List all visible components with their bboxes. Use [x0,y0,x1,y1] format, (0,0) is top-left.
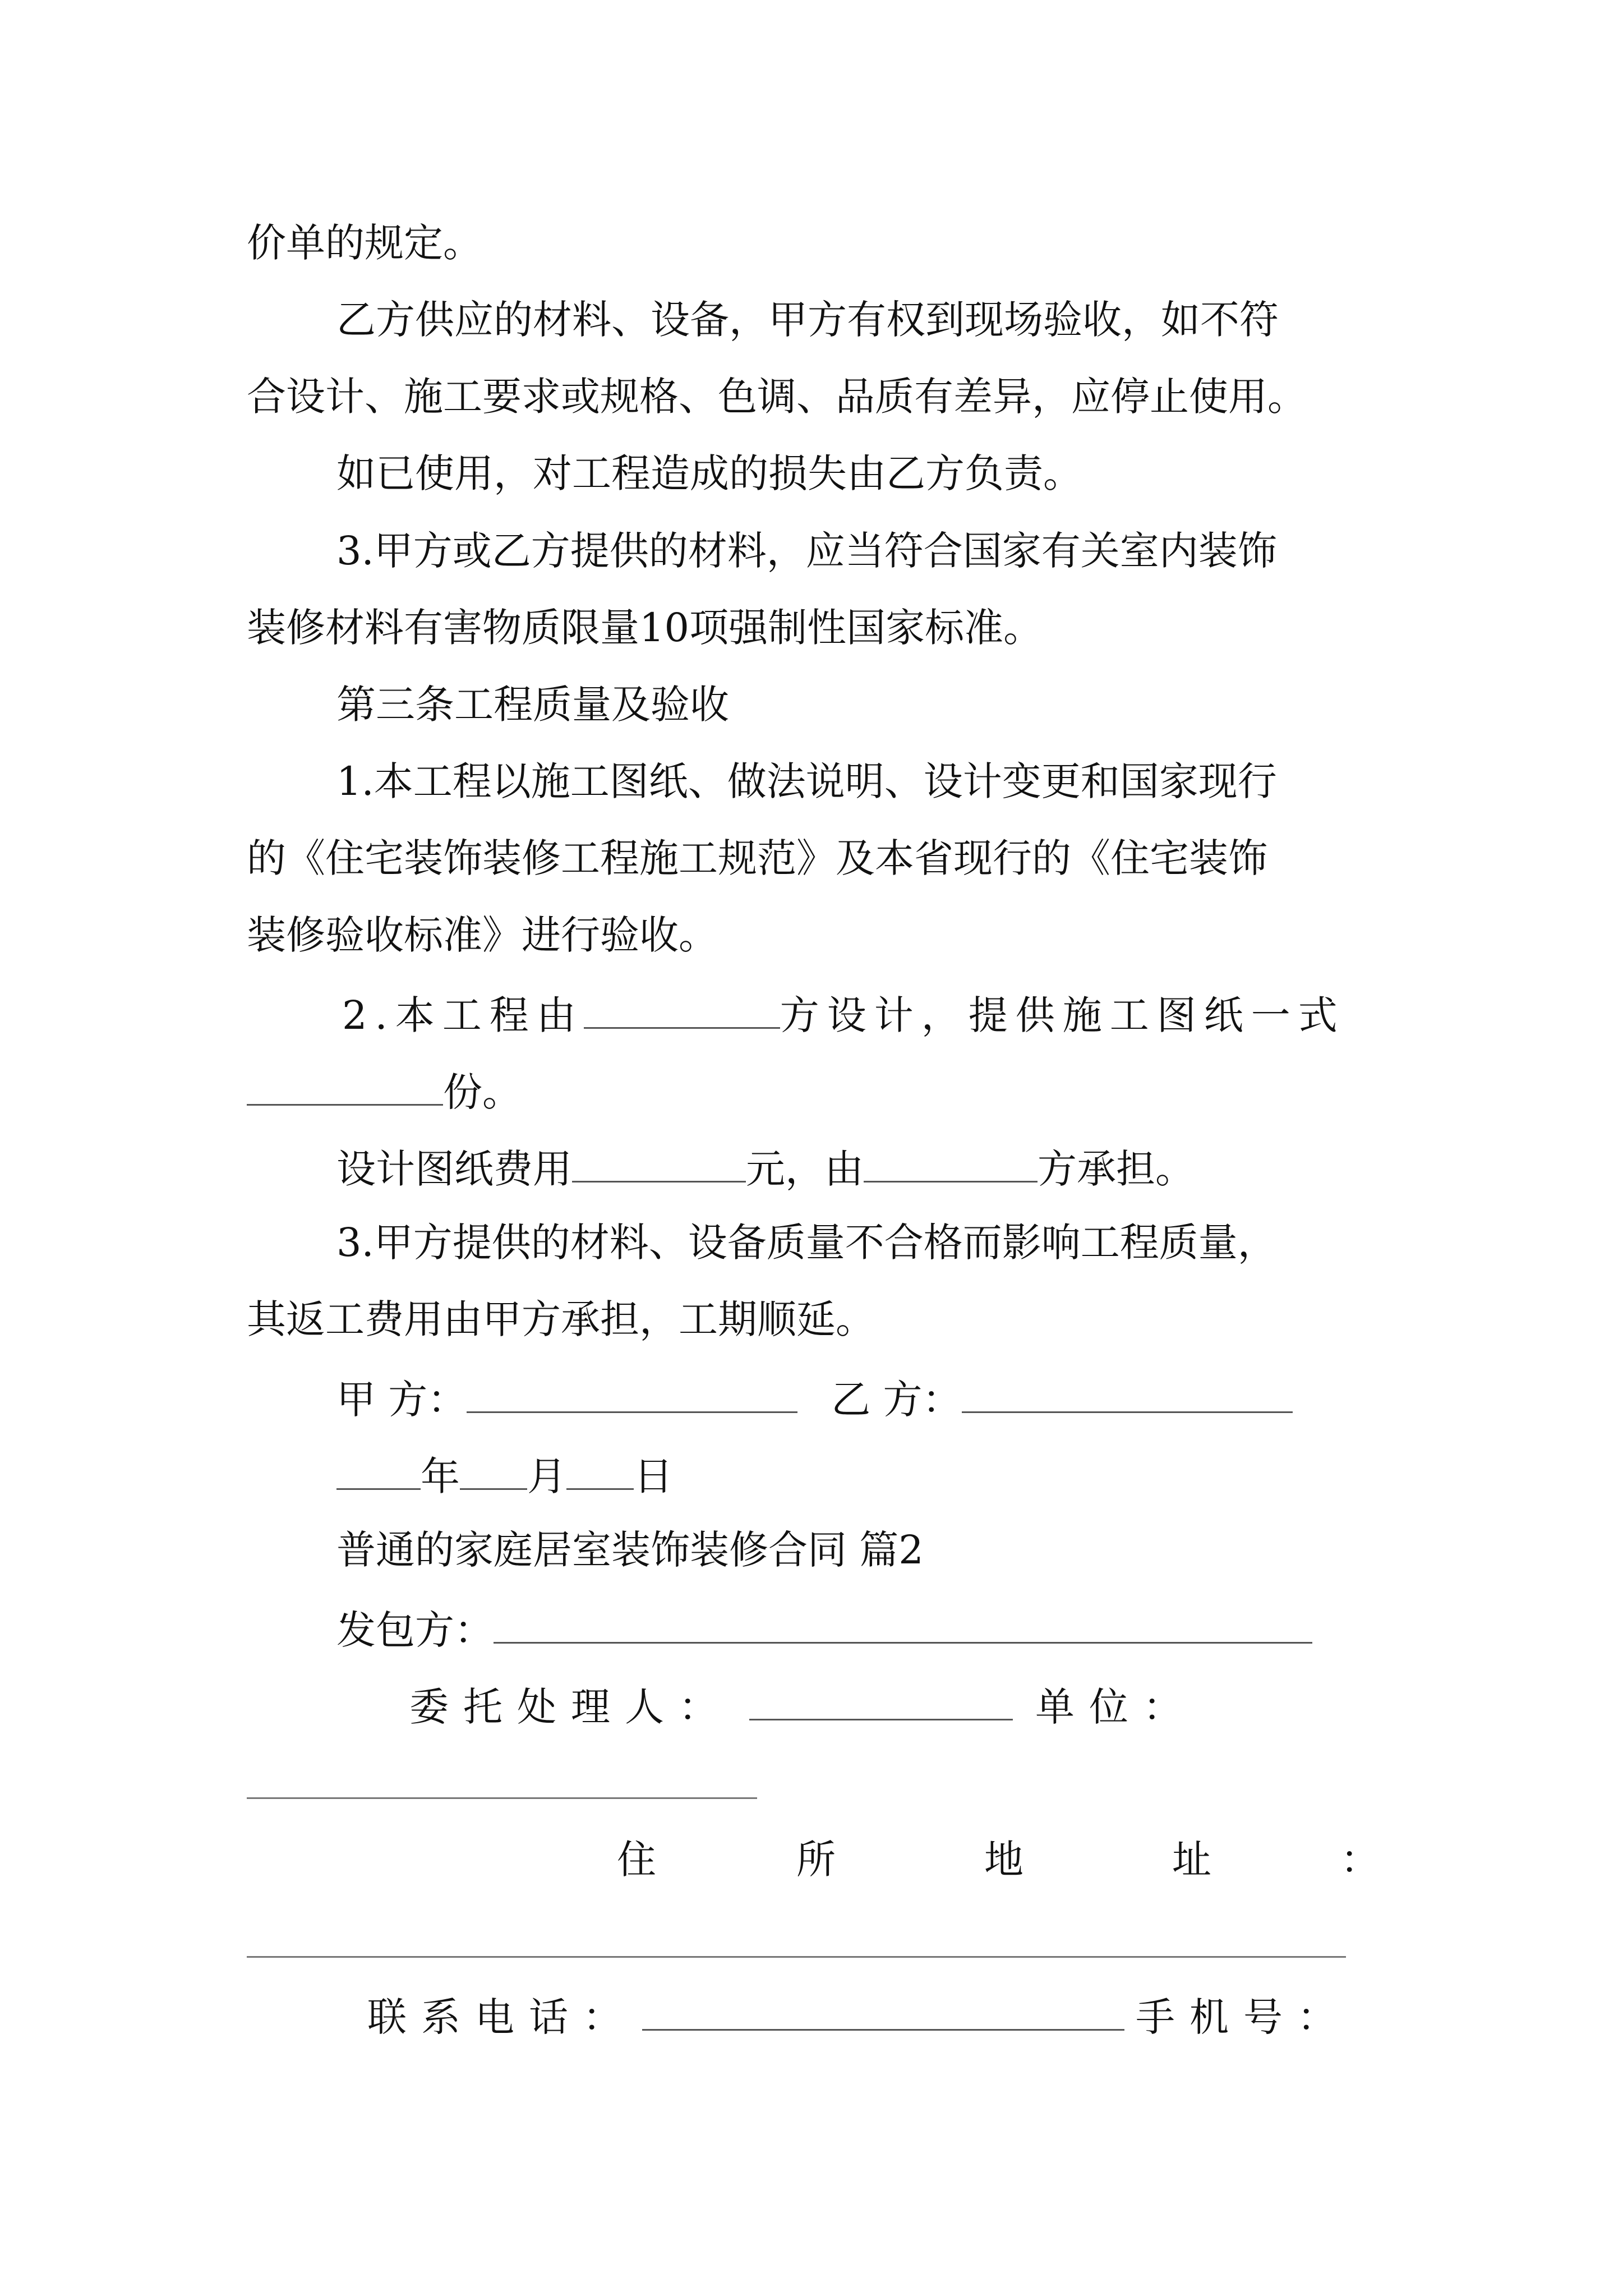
agent-label: 委托处理人： [409,1684,732,1730]
year-blank [336,1453,421,1490]
contract-title: 普通的家庭居室装饰装修合同 篇2 [336,1527,924,1573]
month-blank [460,1453,527,1490]
party-a-label: 甲 方： [336,1377,467,1423]
unit-label: 单位： [1035,1684,1197,1730]
paragraph-line: 其返工费用由甲方承担，工期顺延。 [247,1296,875,1342]
fee-amount-blank [572,1146,746,1182]
paragraph-line: 1.本工程以施工图纸、做法说明、设计变更和国家现行 [336,758,1277,804]
address-label-char: 住 [617,1837,656,1883]
agent-line [409,1684,1197,1730]
paragraph-line: 3.甲方提供的材料、设备质量不合格而影响工程质量， [336,1220,1277,1266]
line-text: 2.本工程由 [342,992,584,1038]
line-text: 设计图纸费用 [336,1146,572,1192]
mobile-label: 手机号： [1136,1994,1351,2040]
address-underline [247,1956,1346,1958]
contractor-label: 发包方： [336,1607,494,1653]
paragraph-line: 的《住宅装饰装修工程施工规范》及本省现行的《住宅装饰 [247,835,1267,881]
day-blank [566,1453,634,1490]
year-label: 年 [421,1453,460,1499]
contractor-blank [494,1607,1312,1644]
phone-blank [642,1994,1124,2031]
paragraph-line: 如已使用，对工程造成的损失由乙方负责。 [336,450,1082,496]
copies-blank [247,1069,443,1106]
signature-line [336,1377,1293,1423]
fee-party-blank [864,1146,1038,1182]
address-label-char: 所 [796,1837,836,1883]
agent-blank [749,1684,1013,1720]
paragraph-line [336,1146,1195,1192]
address-label-char: 地 [984,1837,1023,1883]
month-label: 月 [527,1453,566,1499]
section-heading: 第三条工程质量及验收 [336,682,729,728]
line-text: 元，由 [746,1146,864,1192]
line-text: 方设计，提供施工图纸一式 [780,992,1345,1038]
date-line [336,1453,673,1499]
paragraph-line: 乙方供应的材料、设备，甲方有权到现场验收，如不符 [336,297,1279,343]
unit-underline [247,1797,757,1799]
phone-line [367,1994,1351,2040]
party-b-label: 乙 方： [831,1377,962,1423]
line-text: 方承担。 [1038,1146,1195,1192]
paragraph-line: 装修验收标准》进行验收。 [247,912,718,958]
paragraph-line: 合设计、施工要求或规格、色调、品质有差异，应停止使用。 [247,374,1307,420]
paragraph-line [342,992,1345,1038]
day-label: 日 [634,1453,673,1499]
party-a-blank [467,1377,797,1413]
designer-blank [584,992,780,1029]
address-label-colon: ： [1340,1837,1380,1883]
phone-label: 联系电话： [367,1994,637,2040]
address-label-char: 址 [1172,1837,1211,1883]
party-b-blank [962,1377,1293,1413]
paragraph-line: 3.甲方或乙方提供的材料，应当符合国家有关室内装饰 [336,528,1277,574]
contractor-line [336,1607,1312,1653]
paragraph-line: 价单的规定。 [247,220,482,266]
paragraph-line [247,1069,522,1115]
paragraph-line: 装修材料有害物质限量10项强制性国家标准。 [247,605,1043,651]
line-text: 份。 [443,1069,522,1115]
